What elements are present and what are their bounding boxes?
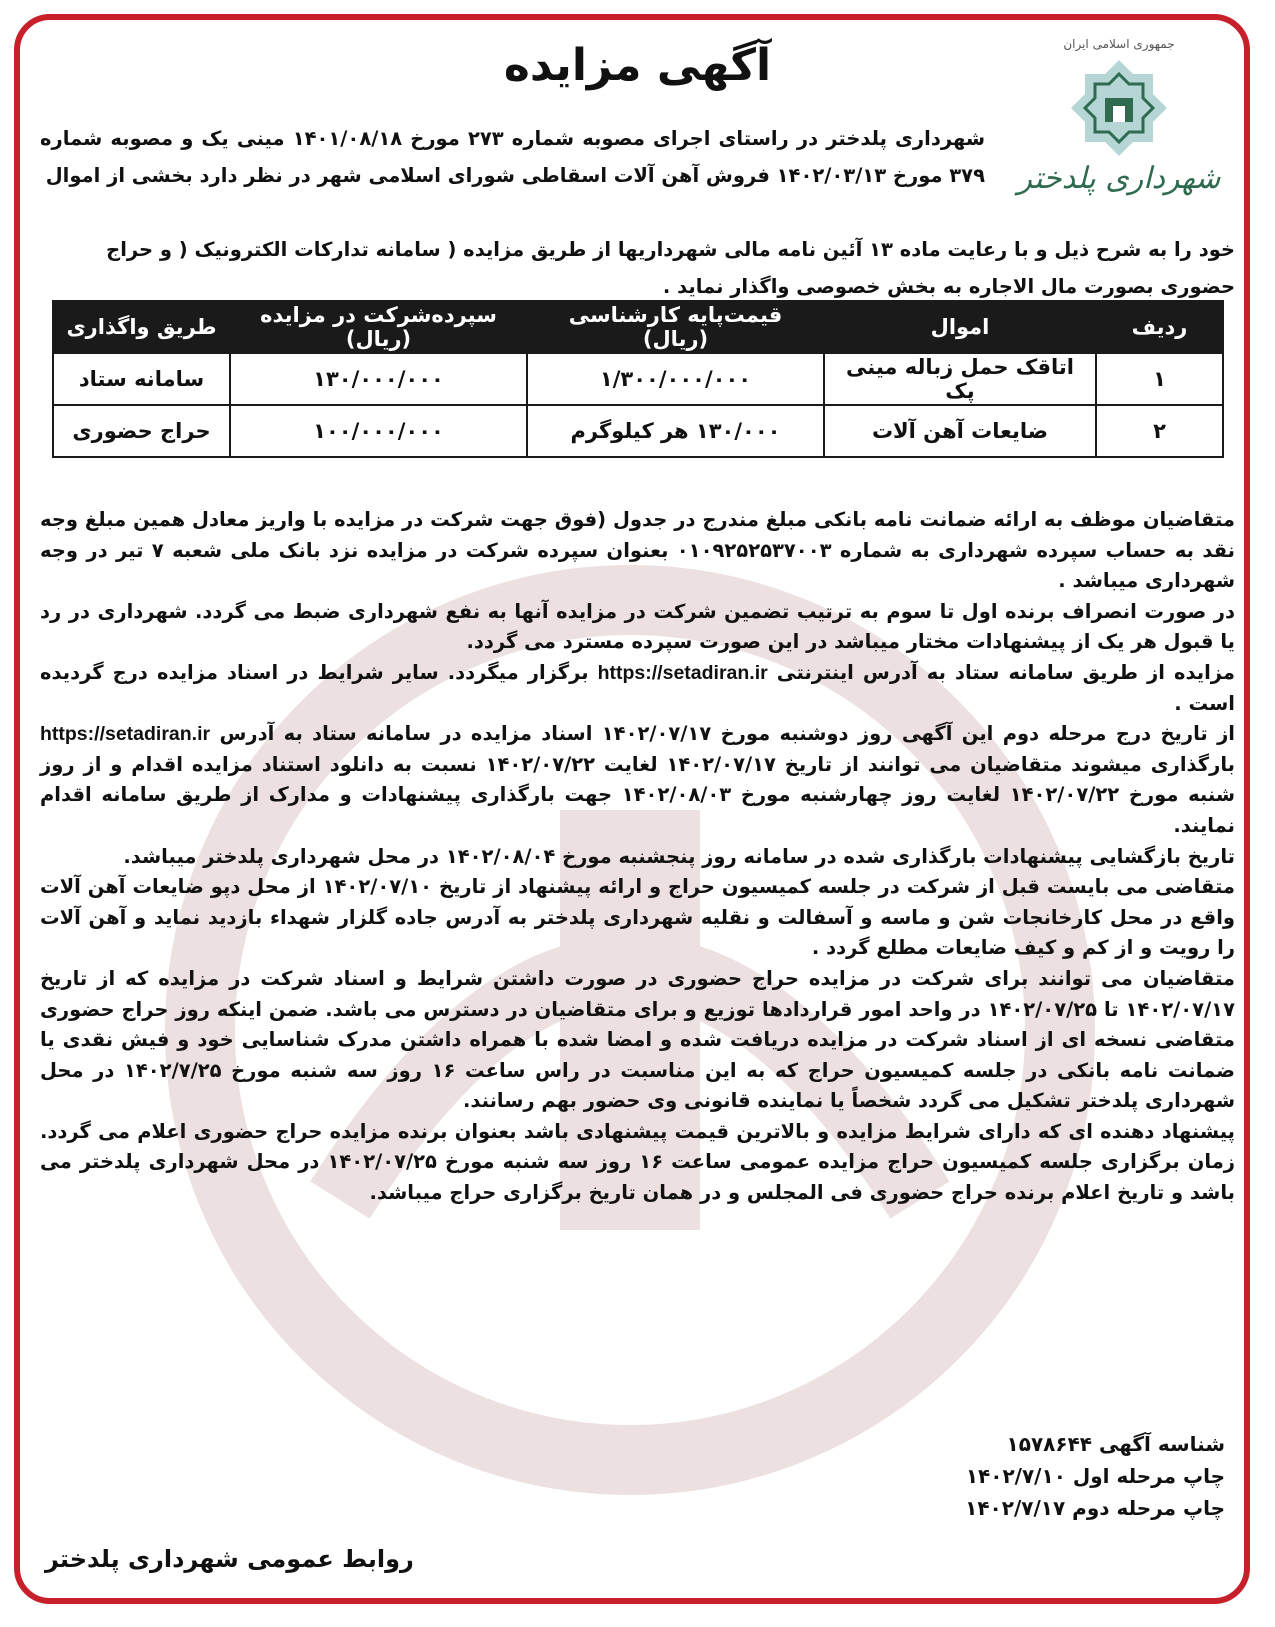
header-base-price: قیمت‌پایه کارشناسی (ریال)	[527, 301, 824, 353]
intro-text	[40, 120, 985, 194]
cell-transfer-method: حراج حضوری	[53, 405, 230, 457]
terms-paragraph-7: متقاضیان می توانند برای شرکت در مزایده حراج حضوری در صورت داشتن شرایط و اسناد شرکت در مزایده که از تاریخ ۱۴۰۲/۰۷/۱۷ تا ۱۴۰۲/۰۷/۲۵ در واحد امور قراردادها توزیع و برای متقاضیان در دسترس می باشد. ضمن اینکه روز حراج حضوری متقاضی نسخه ای از اسناد شرکت در مزایده دریافت شده و امضا شده با همراه داشتن مدرک شناسایی خود و فیش نقدی یا ضمانت نامه بانکی در جلسه کمیسیون حراج که به این مناسبت در راس ساعت ۱۶ روز سه شنبه مورخ ۱۴۰۲/۷/۲۵ در محل شهرداری پلدختر تشکیل می گردد شخصاً یا نماینده قانونی وی حضور بهم رسانند.	[40, 966, 1235, 1113]
header-deposit: سپرده‌شرکت در مزایده (ریال)	[230, 301, 527, 353]
intro-line-3: خود را به شرح ذیل و با رعایت ماده ۱۳ آئین نامه مالی شهرداریها از طریق مزایده ( سامانه تدارکات	[294, 238, 1235, 261]
terms-paragraph-8: پیشنهاد دهنده ای که دارای شرایط مزایده و بالاترین قیمت پیشنهادی باشد بعنوان برنده مزایده حراج حضوری اعلام می گردد. زمان برگزاری جلسه کمیسیون حراج مزایده عمومی ساعت ۱۶ روز سه شنبه مورخ ۱۴۰۲/۰۷/۲۵ در محل شهرداری پلدختر می باشد و تاریخ اعلام برنده حراج حضوری فی المجلس و در همان تاریخ برگزاری حراج میباشد.	[40, 1119, 1236, 1205]
terms-paragraph-4	[40, 719, 1235, 841]
terms-paragraph-3-end: برگزار میگردد. سایر شرایط در اسناد مزایده درج گردیده است .	[40, 660, 1235, 715]
terms-paragraph-4-end: بارگذاری میشوند متقاضیان می توانند از تاریخ ۱۴۰۲/۰۷/۱۷ لغایت ۱۴۰۲/۰۷/۲۲ نسبت به دانلود استناد مزایده اقدام و از روز شنبه مورخ ۱۴۰۲/۰۷/۲۲ لغایت روز چهارشنبه مورخ ۱۴۰۲/۰۸/۰۳ جهت بارگذاری پیشنهادات و مدارک از طریق سامانه اقدام نمایند.	[40, 752, 1235, 837]
ad-id: شناسه آگهی ۱۵۷۸۶۴۴	[1006, 1432, 1225, 1456]
municipality-logo	[1002, 30, 1237, 205]
terms-paragraph-5: تاریخ بازگشایی پیشنهادات بارگذاری شده در سامانه روز پنجشنبه مورخ ۱۴۰۲/۰۸/۰۴ در محل شهرداری پلدختر میباشد.	[123, 844, 1235, 868]
table-header-row	[53, 301, 1223, 353]
terms-paragraph-6: متقاضی می بایست قبل از شرکت در جلسه کمیسیون حراج و ارائه پیشنهاد از تاریخ ۱۴۰۲/۰۷/۱۰ از محل دپو ضایعات آهن آلات واقع در محل کارخانجات شن و ماسه و آسفالت و نقلیه شهرداری پلدختر به آدرس جاده گلزار شهداء بازدید نماید و آهن آلات را رویت و از کم و کیف ضایعات مطلع گردد .	[40, 875, 1235, 960]
table-row	[53, 405, 1223, 457]
first-print-date: چاپ مرحله اول ۱۴۰۲/۷/۱۰	[965, 1464, 1225, 1488]
logo-top-text: جمهوری اسلامی ایران	[1063, 37, 1175, 51]
cell-row-number: ۱	[1096, 353, 1223, 405]
logo-bottom-text: شهرداری پلدختر	[1017, 161, 1221, 196]
intro-line-4: الکترونیک ( و حراج حضوری بصورت مال الاجاره به بخش خصوصی واگذار نماید .	[106, 238, 1235, 298]
auction-terms	[40, 505, 1235, 1209]
header-property: اموال	[824, 301, 1096, 353]
intro-line-1: شهرداری پلدختر در راستای اجرای مصوبه شماره ۲۷۳ مورخ ۱۴۰۱/۰۸/۱۸ مینی یک و مصوبه شماره	[40, 127, 986, 150]
cell-base-price: ۱۳۰/۰۰۰ هر کیلوگرم	[527, 405, 824, 457]
cell-base-price: ۱/۳۰۰/۰۰۰/۰۰۰	[527, 353, 824, 405]
table-row	[53, 353, 1223, 405]
header-row-number: ردیف	[1096, 301, 1223, 353]
municipality-emblem-icon	[1002, 30, 1237, 205]
cell-deposit: ۱۰۰/۰۰۰/۰۰۰	[230, 405, 527, 457]
terms-paragraph-4-start: از تاریخ درج مرحله دوم این آگهی روز دوشنبه مورخ ۱۴۰۲/۰۷/۱۷ اسناد مزایده در سامانه ستاد به آدرس	[219, 722, 1235, 746]
page-title: آگهی مزایده	[503, 40, 772, 91]
header-transfer-method: طریق واگذاری	[53, 301, 230, 353]
auction-items-table	[52, 300, 1224, 458]
cell-property: اتاقک حمل زباله مینی پک	[824, 353, 1096, 405]
intro-line-2: ۳۷۹ مورخ ۱۴۰۲/۰۳/۱۳ فروش آهن آلات اسقاطی شورای اسلامی شهر در نظر دارد بخشی از اموال	[45, 164, 985, 187]
cell-property: ضایعات آهن آلات	[824, 405, 1096, 457]
cell-transfer-method: سامانه ستاد	[53, 353, 230, 405]
cell-deposit: ۱۳۰/۰۰۰/۰۰۰	[230, 353, 527, 405]
terms-paragraph-1: متقاضیان موظف به ارائه ضمانت نامه بانکی مبلغ مندرج در جدول (فوق جهت شرکت در مزایده با واریز معادل همین مبلغ وجه نقد به حساب سپرده شهرداری به شماره ۰۱۰۹۲۵۲۵۳۷۰۰۳ بعنوان سپرده شرکت در مزایده نزد بانک ملی شعبه ۷ تیر در وجه شهرداری میباشد .	[40, 508, 1235, 593]
public-relations-signature: روابط عمومی شهرداری پلدختر	[45, 1545, 414, 1573]
cell-row-number: ۲	[1096, 405, 1223, 457]
second-print-date: چاپ مرحله دوم ۱۴۰۲/۷/۱۷	[965, 1496, 1225, 1520]
terms-paragraph-2: در صورت انصراف برنده اول تا سوم به ترتیب تضمین شرکت در مزایده آنها به نفع شهرداری ضبط می گردد. شهرداری در رد یا قبول هر یک از پیشنهادات مختار میباشد در این صورت سپرده مسترد می گردد.	[40, 599, 1235, 654]
terms-paragraph-3	[40, 658, 1235, 719]
setadiran-link[interactable]: https://setadiran.ir	[40, 723, 211, 746]
intro-text-wide	[40, 231, 1235, 305]
terms-paragraph-3-start: مزایده از طریق سامانه ستاد به آدرس اینترنتی	[776, 660, 1235, 684]
ad-info	[965, 1428, 1225, 1524]
setadiran-link[interactable]: https://setadiran.ir	[597, 661, 768, 684]
